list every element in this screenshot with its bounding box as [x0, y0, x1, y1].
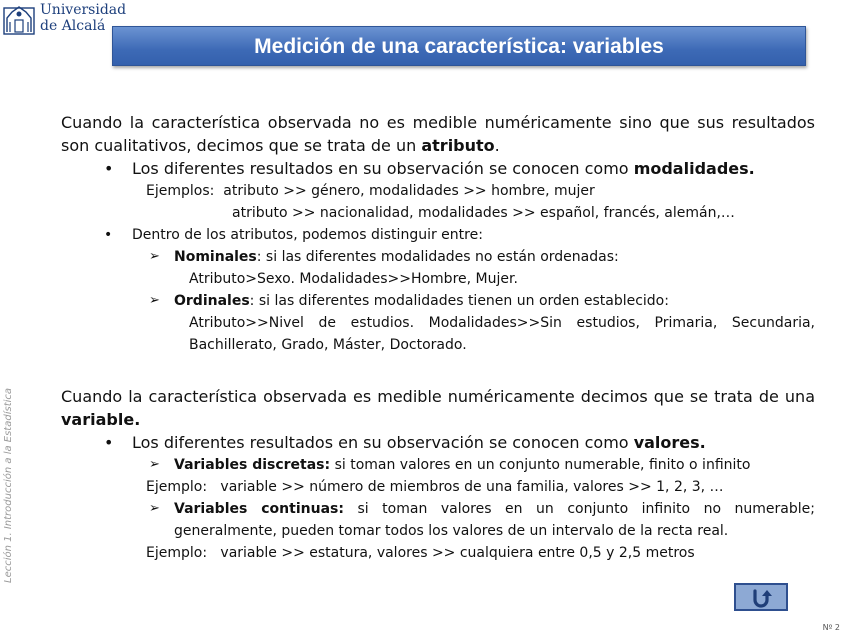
- bullet-modalidades-text: Los diferentes resultados en su observación se conocen como: [132, 159, 629, 178]
- continuas-term: Variables continuas:: [174, 501, 344, 517]
- arrow-bullet-icon: ➢: [149, 293, 160, 308]
- variable-intro: [61, 385, 815, 431]
- attribute-intro: [61, 111, 815, 157]
- variable-term: variable.: [61, 410, 141, 429]
- attribute-intro-end: .: [494, 136, 500, 155]
- arrow-bullet-icon: ➢: [149, 457, 160, 472]
- bullet-distinguir: [61, 224, 815, 246]
- valores-term: valores.: [633, 433, 706, 452]
- arrow-bullet-icon: ➢: [149, 249, 160, 264]
- slide-content: [61, 111, 815, 564]
- bullet-icon: •: [104, 227, 113, 243]
- continuas-example-text: variable >> estatura, valores >> cualquiera entre 0,5 y 2,5 metros: [220, 545, 695, 561]
- examples-line-1: [61, 180, 815, 202]
- arrow-bullet-icon: ➢: [149, 501, 160, 516]
- ordinales-term: Ordinales: [174, 293, 250, 309]
- university-logo: [2, 2, 127, 36]
- discretas-item: [61, 454, 815, 476]
- examples-label: Ejemplos:: [146, 183, 215, 199]
- sidebar-lesson-label: Lección 1. Introducción a la Estadística: [3, 387, 14, 583]
- continuas-text: si toman valores en un conjunto infinito no numerable; generalmente, pueden tomar todos los valores de un intervalo de la recta real.: [174, 501, 815, 539]
- nominales-example: Atributo>Sexo. Modalidades>>Hombre, Mujer.: [189, 271, 518, 287]
- nominales-text: : si las diferentes modalidades no están ordenadas:: [256, 249, 619, 265]
- bullet-distinguir-text: Dentro de los atributos, podemos distinguir entre:: [132, 227, 483, 243]
- bullet-modalidades: [61, 157, 815, 180]
- examples-line-2: [61, 202, 815, 224]
- example-nationality: atributo >> nacionalidad, modalidades >> español, francés, alemán,…: [232, 205, 735, 221]
- u-turn-arrow-icon: [747, 586, 775, 608]
- example-gender: atributo >> género, modalidades >> hombre, mujer: [223, 183, 595, 199]
- ordinales-item: [61, 290, 815, 312]
- bullet-valores: [61, 431, 815, 454]
- nominales-term: Nominales: [174, 249, 257, 265]
- discretas-text: si toman valores en un conjunto numerable, finito o infinito: [330, 457, 751, 473]
- discretas-example: [61, 476, 815, 498]
- attribute-intro-text: Cuando la característica observada no es medible numéricamente sino que sus resultados son cualitativos, decimos que se trata de un: [61, 113, 815, 155]
- bullet-icon: •: [104, 433, 114, 452]
- bullet-icon: •: [104, 159, 114, 178]
- example-label: Ejemplo:: [146, 479, 208, 495]
- discretas-term: Variables discretas:: [174, 457, 331, 473]
- ordinales-text: : si las diferentes modalidades tienen un orden establecido:: [249, 293, 669, 309]
- modalidades-term: modalidades.: [633, 159, 755, 178]
- attribute-term: atributo: [421, 136, 495, 155]
- continuas-item: [61, 498, 815, 542]
- back-button[interactable]: [734, 583, 788, 611]
- logo-line-1: Universidad: [40, 2, 127, 18]
- example-label: Ejemplo:: [146, 545, 208, 561]
- page-number: Nº 2: [822, 623, 840, 632]
- continuas-example: [61, 542, 815, 564]
- bullet-valores-text: Los diferentes resultados en su observación se conocen como: [132, 433, 629, 452]
- slide-title: Medición de una característica: variables: [112, 26, 806, 66]
- nominales-item: [61, 246, 815, 268]
- ordinales-example: Atributo>>Nivel de estudios. Modalidades>>Sin estudios, Primaria, Secundaria, Bachillerato, Grado, Máster, Doctorado.: [189, 315, 815, 353]
- variable-intro-text: Cuando la característica observada es medible numéricamente decimos que se trata de una: [61, 387, 815, 406]
- discretas-example-text: variable >> número de miembros de una familia, valores >> 1, 2, 3, …: [220, 479, 724, 495]
- logo-line-2: de Alcalá: [40, 18, 106, 34]
- university-crest-icon: [2, 2, 36, 36]
